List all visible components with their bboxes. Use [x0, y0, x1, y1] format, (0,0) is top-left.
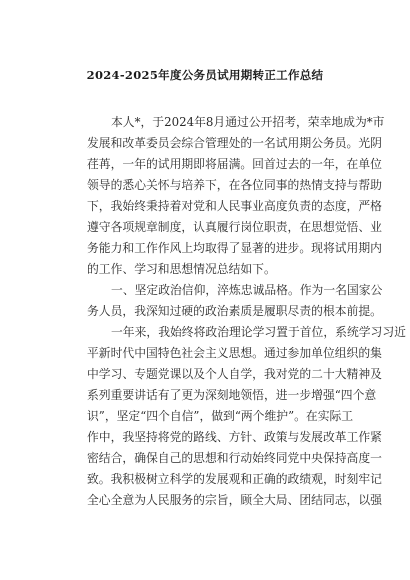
document-title: 2024-2025年度公务员试用期转正工作总结	[86, 68, 324, 82]
paragraph-line: 遵守各项规章制度，认真履行岗位职责，在思想觉悟、业	[87, 220, 382, 234]
paragraph-line: 务人员，我深知过硬的政治素质是履职尽责的根本前提。	[87, 304, 382, 318]
paragraph-line: 本人*，于2024年8月通过公开招考，荣幸地成为*市	[111, 115, 385, 129]
paragraph-line: 致。我积极树立科学的发展观和正确的政绩观，时刻牢记	[87, 472, 382, 486]
paragraph-line: 下，我始终秉持着对党和人民事业高度负责的态度，严格	[87, 199, 382, 213]
paragraph-line: 发展和改革委员会综合管理处的一名试用期公务员。光阴	[87, 136, 382, 150]
paragraph-line: 平新时代中国特色社会主义思想。通过参加单位组织的集	[87, 346, 382, 360]
paragraph-line: 一年来，我始终将政治理论学习置于首位，系统学习习近	[111, 325, 406, 339]
paragraph-line: 务能力和工作作风上均取得了显著的进步。现将试用期内	[87, 241, 382, 255]
paragraph-line: 荏苒，一年的试用期即将届满。回首过去的一年，在单位	[87, 157, 382, 171]
paragraph-line: 中学习、专题党课以及个人自学，我对党的二十大精神及	[87, 367, 382, 381]
paragraph-line: 密结合，确保自己的思想和行动始终同党中央保持高度一	[87, 451, 382, 465]
paragraph-line: 识”，坚定“四个自信”，做到“两个维护”。在实际工	[87, 409, 354, 423]
paragraph-line: 系列重要讲话有了更为深刻地领悟，进一步增强“四个意	[87, 388, 377, 402]
paragraph-line: 领导的悉心关怀与培养下，在各位同事的热情支持与帮助	[87, 178, 382, 192]
paragraph-line: 一、坚定政治信仰，淬炼忠诚品格。作为一名国家公	[111, 283, 383, 297]
paragraph-line: 全心全意为人民服务的宗旨，顾全大局、团结同志，以强	[87, 493, 382, 507]
paragraph-line: 的工作、学习和思想情况总结如下。	[87, 262, 276, 276]
paragraph-line: 作中，我坚持将党的路线、方针、政策与发展改革工作紧	[87, 430, 382, 444]
